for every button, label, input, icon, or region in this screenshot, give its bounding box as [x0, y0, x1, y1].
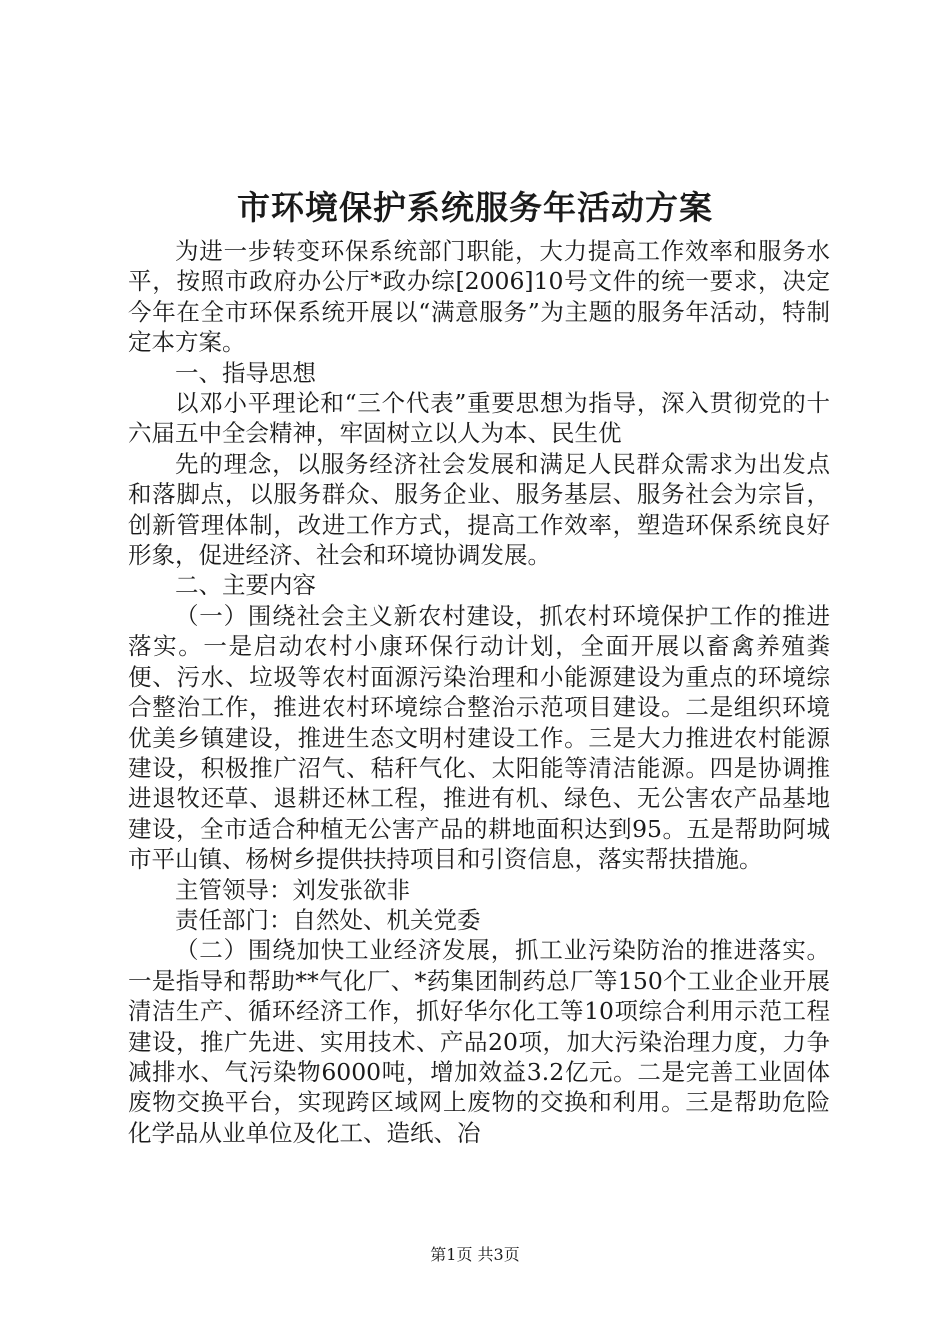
paragraph: 先的理念，以服务经济社会发展和满足人民群众需求为出发点和落脚点，以服务群众、服务企业、服务基层、服务社会为宗旨，创新管理体制，改进工作方式，提高工作效率，塑造环保系统良好形象，促进经济、社会和环境协调发展。 [128, 449, 830, 570]
paragraph: （二）围绕加快工业经济发展，抓工业污染防治的推进落实。一是指导和帮助**气化厂、*药集团制药总厂等150个工业企业开展清洁生产、循环经济工作，抓好华尔化工等10项综合利用示范工程建设，推广先进、实用技术、产品20项，加大污染治理力度，力争减排水、气污染物6000吨，增加效益3.2亿元。二是完善工业固体废物交换平台，实现跨区域网上废物的交换和利用。三是帮助危险化学品从业单位及化工、造纸、冶 [128, 936, 830, 1147]
paragraph: 以邓小平理论和“三个代表”重要思想为指导，深入贯彻党的十六届五中全会精神，牢固树立以人为本、民生优 [128, 389, 830, 448]
document-title: 市环境保护系统服务年活动方案 [237, 188, 713, 227]
paragraph: 为进一步转变环保系统部门职能，大力提高工作效率和服务水平，按照市政府办公厅*政办综[2006]10号文件的统一要求，决定今年在全市环保系统开展以“满意服务”为主题的服务年活动，特制定本方案。 [128, 237, 830, 357]
paragraph: 一、指导思想 [175, 358, 316, 387]
paragraph: 主管领导：刘发张欲非 [175, 875, 410, 904]
document-body [128, 236, 830, 1148]
page-footer: 第1页 共3页 [430, 1245, 520, 1264]
paragraph: 责任部门：自然处、机关党委 [175, 905, 481, 934]
paragraph: （一）围绕社会主义新农村建设，抓农村环境保护工作的推进落实。一是启动农村小康环保行动计划，全面开展以畜禽养殖粪便、污水、垃圾等农村面源污染治理和小能源建设为重点的环境综合整治工作，推进农村环境综合整治示范项目建设。二是组织环境优美乡镇建设，推进生态文明村建设工作。三是大力推进农村能源建设，积极推广沼气、秸秆气化、太阳能等清洁能源。四是协调推进退牧还草、退耕还林工程，推进有机、绿色、无公害农产品基地建设，全市适合种植无公害产品的耕地面积达到95。五是帮助阿城市平山镇、杨树乡提供扶持项目和引资信息，落实帮扶措施。 [128, 601, 830, 874]
paragraph: 二、主要内容 [175, 571, 316, 600]
